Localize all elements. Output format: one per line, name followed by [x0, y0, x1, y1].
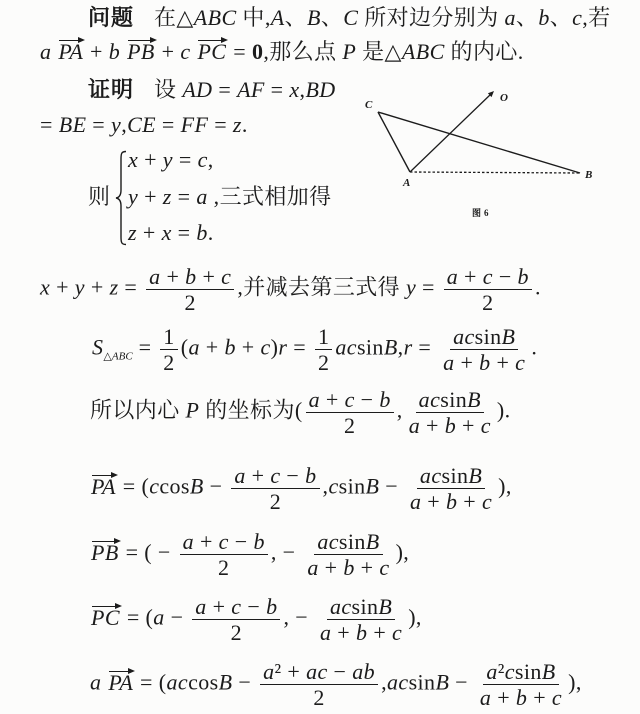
math-variable: b [444, 413, 457, 439]
fraction [304, 530, 392, 579]
fraction [160, 325, 177, 374]
math-variable: a [352, 659, 364, 684]
fraction [440, 325, 528, 374]
math-text: = [132, 334, 158, 360]
math-variable: a [153, 604, 165, 630]
math-variable: A [401, 39, 416, 64]
system-equation-3: z + x = b. [128, 220, 214, 245]
math-variable: a [307, 555, 319, 581]
fraction-numerator: acsinB [450, 325, 518, 350]
math-variable: b [305, 463, 317, 488]
math-variable: a [196, 184, 208, 209]
math-variable: c [231, 594, 242, 619]
math-text: ), [568, 669, 582, 695]
fraction-numerator: a²csinB [483, 660, 558, 685]
math-variable: x [289, 77, 300, 102]
math-variable: a [40, 39, 52, 64]
math-variable: c [481, 489, 493, 515]
math-variable: y [405, 274, 417, 300]
math-variable: a [188, 334, 200, 360]
math-text: = (a − [120, 604, 190, 630]
math-variable: C [125, 350, 133, 363]
math-variable: A [270, 5, 285, 30]
math-variable: a [182, 529, 195, 554]
fraction [315, 325, 332, 374]
math-variable: a [263, 659, 275, 684]
math-text: , [396, 397, 403, 423]
math-text: 所以内心 P 的坐标为( [90, 397, 303, 423]
subscript: △ABC [103, 350, 133, 363]
fraction-numerator: a + c − b [231, 464, 319, 489]
math-variable: P [342, 39, 357, 64]
math-variable: y [128, 184, 139, 209]
math-variable: c [341, 594, 352, 619]
math-variable: B [189, 473, 204, 499]
math-variable: C [127, 112, 143, 137]
math-variable: S [92, 334, 104, 360]
proof-step-vector-pb [90, 530, 409, 579]
math-variable: a [386, 669, 399, 695]
math-variable: c [344, 387, 355, 412]
math-text [90, 670, 107, 695]
math-variable: r [278, 334, 288, 360]
fraction-denominator: 2 [313, 685, 325, 711]
math-variable: F [180, 112, 195, 137]
math-variable: c [270, 463, 281, 488]
proof-step-scaled-pa [90, 660, 582, 709]
vertex-label-b: B [585, 169, 593, 181]
fraction-denominator: 2 [218, 555, 230, 581]
fraction-denominator: a + b + c [443, 350, 526, 376]
equation-system [88, 146, 368, 246]
vector: PA [91, 473, 116, 499]
math-variable: c [379, 555, 390, 581]
math-variable: F [194, 112, 209, 137]
vertex-label-c: C [365, 99, 373, 111]
fraction [192, 595, 280, 644]
math-text: = ( − [119, 539, 177, 565]
math-variable: c [431, 463, 442, 488]
fraction [317, 595, 405, 644]
math-variable: b [363, 659, 376, 684]
math-variable: b [253, 529, 265, 554]
proof-line-1 [88, 76, 336, 104]
math-variable: y [111, 112, 122, 137]
vertex-label-a: A [403, 177, 411, 189]
fraction-numerator: acsinB [417, 464, 485, 489]
math-variable: c [180, 39, 191, 64]
bold-zero-vector: 0 [251, 39, 264, 64]
math-variable: D [319, 77, 336, 102]
math-variable: c [482, 264, 493, 289]
fraction [477, 660, 565, 709]
math-text: (a + b + c)r = [180, 334, 312, 360]
math-variable: E [72, 112, 87, 137]
math-variable: B [365, 473, 380, 499]
math-variable: b [379, 387, 391, 412]
math-text [92, 335, 103, 360]
proof-step-vector-pa [90, 464, 512, 513]
fraction [231, 464, 319, 513]
math-variable: B [378, 594, 393, 619]
math-text: = (ccosB − [116, 473, 229, 499]
math-variable: A [182, 77, 197, 102]
math-variable: a [486, 659, 498, 684]
math-variable: b [445, 489, 458, 515]
math-text: 在△ABC 中,A、B、C 所对边分别为 a、b、c,若 [154, 5, 611, 30]
math-variable: a [317, 529, 329, 554]
math-variable: b [185, 264, 197, 289]
system-equation-1: x + y = c, [128, 147, 214, 172]
math-variable: c [221, 264, 232, 289]
math-variable: c [149, 473, 160, 499]
fraction-numerator: a + c − b [192, 595, 280, 620]
fraction-denominator: 2 [317, 350, 330, 376]
math-variable: D [196, 77, 213, 102]
math-text: . [531, 334, 538, 360]
math-variable: x [128, 147, 139, 172]
math-variable: b [479, 350, 491, 376]
math-variable: A [237, 77, 251, 102]
math-variable: c [572, 5, 583, 30]
fraction-denominator: 2 [184, 290, 196, 316]
math-variable: c [398, 669, 409, 695]
math-variable: c [480, 413, 491, 439]
math-variable: B [435, 669, 450, 695]
math-variable: b [515, 685, 528, 711]
problem-statement-line-2 [40, 38, 524, 66]
math-text: ,那么点 P 是△ABC 的内心. [263, 39, 524, 64]
math-variable: F [250, 77, 265, 102]
math-variable: x [40, 274, 51, 300]
math-variable: B [541, 659, 556, 684]
left-brace-icon [114, 150, 128, 246]
math-variable: B [305, 77, 320, 102]
math-variable: c [177, 669, 189, 695]
vector: PC [197, 39, 227, 64]
fraction [260, 660, 378, 709]
math-text: x + y + z = [40, 274, 144, 300]
fraction-denominator: a + b + c [307, 555, 390, 581]
problem-statement-line-1 [88, 4, 611, 32]
math-variable: x [161, 220, 172, 245]
math-variable: a [335, 334, 347, 360]
math-variable: a [419, 463, 432, 488]
math-variable: c [504, 659, 515, 684]
math-text: 设 AD = AF = x,BD [154, 77, 336, 102]
math-variable: c [197, 147, 208, 172]
math-variable: a [320, 620, 332, 646]
proof-step-sum [40, 265, 541, 314]
fraction-numerator: acsinB [314, 530, 382, 555]
proof-step-vector-pc [90, 595, 422, 644]
math-text: = BE = y,CE = FF = z. [40, 112, 248, 137]
math-variable: y [74, 274, 85, 300]
math-variable: a [408, 413, 421, 439]
math-variable: y [162, 147, 173, 172]
math-variable: B [365, 529, 380, 554]
section-label: 证明 [88, 77, 135, 102]
math-text: . [534, 274, 541, 300]
proof-step-area [92, 325, 537, 374]
fraction-numerator: a + b + c [146, 265, 234, 290]
math-variable: c [317, 659, 328, 684]
math-variable: b [196, 220, 208, 245]
math-variable: a [195, 594, 207, 619]
math-variable: B [118, 350, 126, 363]
math-variable: B [218, 669, 233, 695]
triangle-figure [360, 80, 610, 230]
math-variable: c [346, 334, 357, 360]
math-variable: b [343, 555, 355, 581]
math-variable: a [504, 5, 516, 30]
math-variable: b [266, 594, 278, 619]
vector: PA [108, 669, 134, 695]
vector: PB [127, 39, 155, 64]
ray-ao [410, 94, 491, 172]
math-text: = [227, 39, 252, 64]
math-text: ,csinB − [322, 473, 404, 499]
math-variable: c [328, 473, 339, 499]
math-variable: B [58, 112, 73, 137]
math-text: ), [498, 473, 512, 499]
fraction [444, 265, 532, 314]
math-variable: c [392, 620, 403, 646]
math-variable: a [149, 264, 161, 289]
math-variable: C [429, 39, 445, 64]
math-variable: a [166, 669, 178, 695]
math-text: + c [155, 39, 191, 64]
math-variable: C [343, 5, 359, 30]
system-equation-2: y + z = a ,三式相加得 [128, 184, 332, 209]
fraction-numerator: 1 [160, 325, 177, 350]
fraction [406, 388, 494, 437]
math-variable: B [467, 387, 481, 412]
math-variable: A [111, 350, 119, 363]
math-variable: a [306, 659, 318, 684]
math-variable: b [224, 334, 236, 360]
math-text: , − [283, 604, 314, 630]
math-variable: c [551, 685, 563, 711]
math-variable: a [453, 324, 465, 349]
math-text: acsinB,r = [335, 334, 438, 360]
fraction-numerator: 1 [315, 325, 332, 350]
fraction-denominator: a + b + c [320, 620, 403, 646]
proof-line-2 [40, 111, 248, 139]
vector: PC [91, 604, 120, 630]
math-variable: a [234, 463, 246, 488]
math-variable: A [193, 5, 208, 30]
system-lead-text: 则 [88, 184, 111, 209]
fraction-numerator: a + c − b [444, 265, 532, 290]
math-variable: c [430, 387, 441, 412]
math-variable: a [418, 387, 431, 412]
math-text: + b [84, 39, 121, 64]
math-variable: b [356, 620, 368, 646]
fraction-denominator: 2 [269, 489, 282, 515]
math-variable: z [109, 274, 119, 300]
math-variable: a [308, 387, 320, 412]
math-variable: c [464, 324, 475, 349]
figure-caption: 图 6 [472, 208, 489, 218]
side-ca [378, 112, 410, 172]
math-variable: b [517, 264, 529, 289]
fraction-denominator: a + b + c [479, 685, 563, 711]
math-variable: r [403, 334, 413, 360]
math-variable: B [468, 463, 483, 488]
math-variable: a [443, 350, 455, 376]
math-variable: B [501, 324, 516, 349]
fraction-denominator: 2 [230, 620, 243, 646]
vector: PA [58, 39, 84, 64]
fraction-numerator: acsinB [327, 595, 395, 620]
math-text: ), [395, 539, 410, 565]
math-variable: c [328, 529, 339, 554]
fraction-denominator: 2 [163, 350, 175, 376]
fraction-denominator: 2 [343, 413, 356, 439]
math-variable: B [207, 5, 222, 30]
math-variable: z [128, 220, 137, 245]
math-text: ,acsinB − [381, 669, 474, 695]
math-text [40, 39, 57, 64]
fraction-numerator: a + c − b [180, 530, 268, 555]
math-variable: c [260, 334, 271, 360]
math-variable: z [162, 184, 172, 209]
side-cb [378, 112, 580, 173]
math-variable: c [515, 350, 526, 376]
fraction-denominator: a + b + c [408, 413, 491, 439]
math-variable: a [329, 594, 342, 619]
math-variable: a [479, 685, 492, 711]
fraction-denominator: 2 [482, 290, 494, 316]
side-ab [410, 172, 580, 173]
math-text: = (accosB − [134, 669, 258, 695]
math-variable: E [142, 112, 157, 137]
math-variable: a [409, 489, 422, 515]
math-text: ), [408, 604, 422, 630]
math-variable: B [415, 39, 430, 64]
math-text: ,并减去第三式得 y = [237, 274, 441, 300]
math-text: ). [496, 397, 511, 423]
math-variable: c [218, 529, 229, 554]
math-variable: C [221, 5, 237, 30]
math-variable: z [232, 112, 242, 137]
fraction-numerator: a + c − b [306, 388, 394, 413]
fraction-numerator: acsinB [416, 388, 484, 413]
proof-step-incenter-coords [90, 388, 511, 437]
math-variable: a [446, 264, 459, 289]
fraction [180, 530, 268, 579]
fraction [146, 265, 234, 314]
fraction [306, 388, 394, 437]
vector: PB [91, 539, 119, 565]
fraction-numerator: a² + ac − ab [260, 660, 378, 685]
math-variable: P [185, 397, 200, 423]
fraction-denominator: a + b + c [409, 489, 493, 515]
fraction [407, 464, 495, 513]
math-variable: b [538, 5, 550, 30]
math-variable: b [108, 39, 121, 64]
math-variable: B [306, 5, 321, 30]
math-variable: a [90, 669, 102, 695]
point-label-o: O [500, 92, 509, 104]
section-label: 问题 [88, 5, 135, 30]
math-text: , − [270, 539, 302, 565]
math-variable: B [383, 334, 398, 360]
